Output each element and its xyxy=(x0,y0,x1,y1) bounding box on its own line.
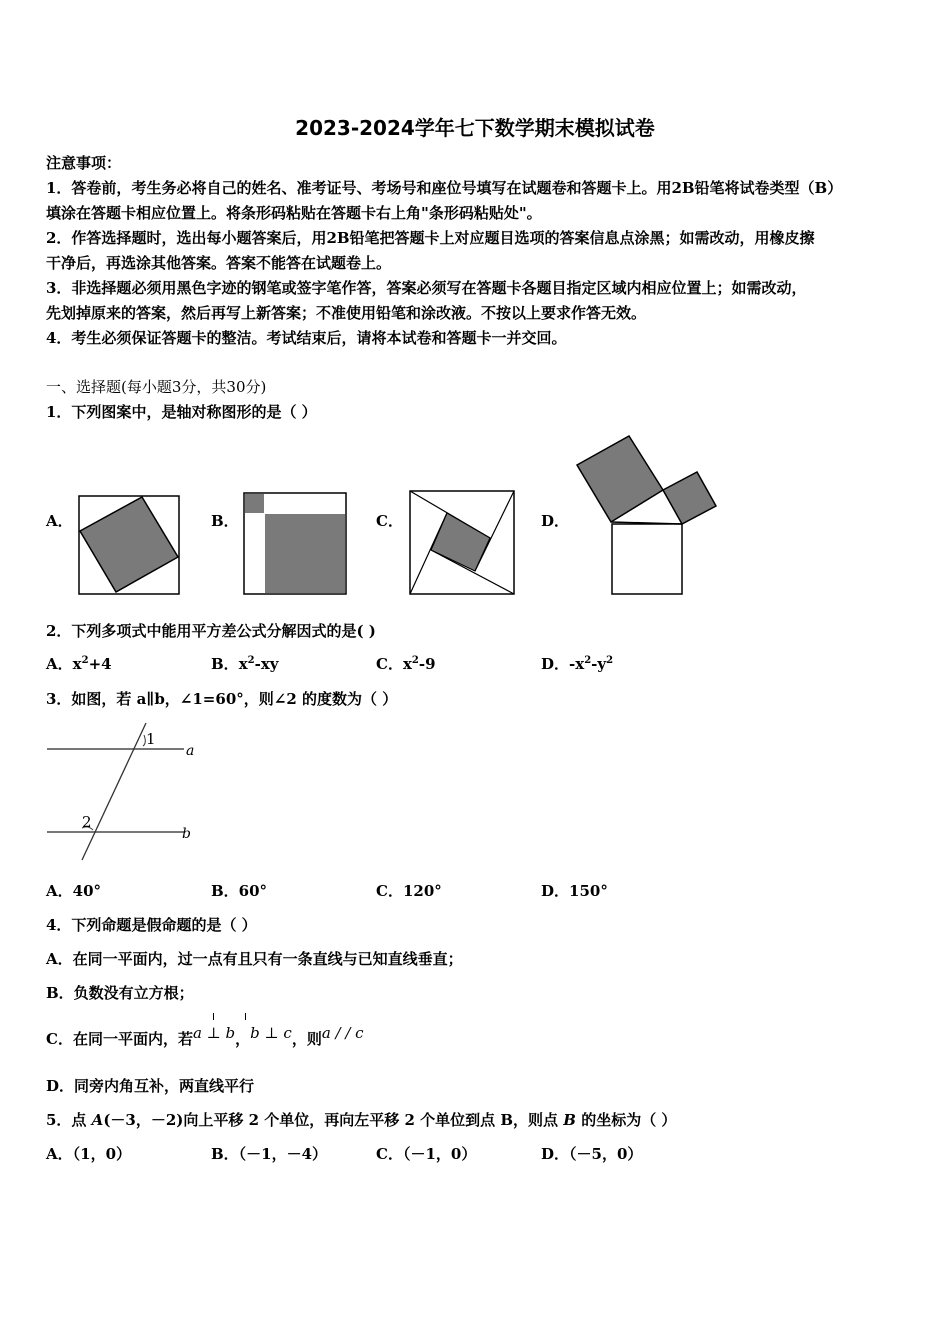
q4-option-b: B．负数没有立方根； xyxy=(46,984,194,1002)
q2-option-a-rest: +4 xyxy=(88,655,112,673)
q2-option-d-exponent-2: 2 xyxy=(606,655,614,666)
q2-option-c-label: C． xyxy=(376,655,403,673)
q2-option-d-label: D． xyxy=(541,655,570,673)
q3-option-a: A．40° xyxy=(46,882,102,900)
q2-option-d xyxy=(541,653,613,674)
q3-option-b: B．60° xyxy=(211,882,268,900)
notice-line: 先划掉原来的答案，然后再写上新答案；不准使用铅笔和涂改液。不按以上要求作答无效。 xyxy=(46,304,647,322)
q4-option-a: A．在同一平面内，过一点有且只有一条直线与已知直线垂直； xyxy=(46,950,463,968)
q2-option-b-base: x xyxy=(238,655,248,673)
q3-stem: 3．如图，若 a∥b，∠1=60°，则∠2 的度数为（ ） xyxy=(46,690,398,708)
q2-option-a xyxy=(46,653,112,674)
q4-option-c xyxy=(46,1024,364,1049)
q1-stem: 1．下列图案中，是轴对称图形的是（ ） xyxy=(46,403,317,421)
q4-option-c-prefix: C．在同一平面内，若 xyxy=(46,1030,193,1048)
vector-tick-mark xyxy=(245,1013,246,1020)
q2-option-d-rest: -y xyxy=(591,655,607,673)
notice-line: 1．答卷前，考生务必将自己的姓名、准考证号、考场号和座位号填写在试题卷和答题卡上。用2B铅笔将试卷类型（B） xyxy=(46,179,843,197)
q5-option-c: C．（－1，0） xyxy=(376,1145,477,1163)
page-title: 2023-2024学年七下数学期末模拟试卷 xyxy=(295,116,655,140)
q4-option-c-math-1: a ⊥ b xyxy=(192,1024,236,1042)
q2-option-b-exponent: 2 xyxy=(247,655,255,666)
q5-stem xyxy=(46,1109,676,1130)
q4-stem: 4．下列命题是假命题的是（ ） xyxy=(46,916,257,934)
q2-option-b-label: B． xyxy=(211,655,239,673)
q5-point-a: A xyxy=(91,1111,104,1129)
notice-line: 干净后，再选涂其他答案。答案不能答在试题卷上。 xyxy=(46,254,392,272)
angle-2-label: 2 xyxy=(82,813,92,831)
q2-option-c-exponent: 2 xyxy=(411,655,419,666)
q2-option-a-exponent: 2 xyxy=(81,655,89,666)
q2-option-c-base: x xyxy=(402,655,412,673)
q5-stem-part: (－3，－2)向上平移 2 个单位，再向左平移 2 个单位到点 B，则点 xyxy=(103,1111,564,1129)
q1-figure-c xyxy=(409,490,515,595)
notice-line: 3．非选择题必须用黑色字迹的钢笔或签字笔作答，答案必须写在答题卡各题目指定区域内相应位置上；如需改动， xyxy=(46,279,807,297)
q4-option-c-math-3: a / / c xyxy=(321,1024,364,1042)
q1-figure-b xyxy=(243,492,347,595)
q5-stem-part: 的坐标为（ ） xyxy=(575,1111,677,1129)
q2-option-c xyxy=(376,653,436,674)
line-b-label: b xyxy=(182,826,191,842)
angle-1-label: 1 xyxy=(146,730,156,748)
q2-option-c-rest: -9 xyxy=(418,655,436,673)
q5-point-b: B xyxy=(563,1111,576,1129)
q4-option-c-math-2: b ⊥ c xyxy=(250,1024,292,1042)
q2-option-a-base: x xyxy=(72,655,82,673)
q2-option-d-exponent: 2 xyxy=(584,655,592,666)
q5-option-b: B．（－1，－4） xyxy=(211,1145,328,1163)
q5-option-d: D．（－5，0） xyxy=(541,1145,643,1163)
transversal xyxy=(82,723,146,860)
q4-option-c-then: ，则 xyxy=(291,1030,322,1048)
notice-line: 2．作答选择题时，选出每小题答案后，用2B铅笔把答题卡上对应题目选项的答案信息点涂黑；如需改动，用橡皮擦 xyxy=(46,229,815,247)
q1-figure-d xyxy=(570,432,722,598)
notice-line: 4．考生必须保证答题卡的整洁。考试结束后，请将本试卷和答题卡一并交回。 xyxy=(46,329,567,347)
q2-option-b-rest: -xy xyxy=(254,655,279,673)
line-a-label: a xyxy=(186,743,195,759)
q4-option-d: D．同旁内角互补，两直线平行 xyxy=(46,1077,255,1095)
q1-figure-a xyxy=(78,495,180,595)
q2-option-a-label: A． xyxy=(46,655,73,673)
q3-option-c: C．120° xyxy=(376,882,442,900)
notice-heading: 注意事项： xyxy=(46,154,122,172)
vector-tick-mark xyxy=(213,1013,214,1020)
q4-option-c-separator: ， xyxy=(235,1030,251,1048)
q2-stem: 2．下列多项式中能用平方差公式分解因式的是( ) xyxy=(46,622,376,640)
q1-option-c-label: C． xyxy=(376,512,403,530)
q5-stem-part: 5．点 xyxy=(46,1111,92,1129)
q3-figure xyxy=(44,722,204,864)
q2-option-b xyxy=(211,653,279,674)
q1-option-a-label: A． xyxy=(46,512,73,530)
q1-option-b-label: B． xyxy=(211,512,239,530)
q1-option-d-label: D． xyxy=(541,512,570,530)
section-heading: 一、选择题(每小题3分，共30分) xyxy=(46,378,267,396)
notice-line: 填涂在答题卡相应位置上。将条形码粘贴在答题卡右上角"条形码粘贴处"。 xyxy=(46,204,542,222)
q5-option-a: A．（1，0） xyxy=(46,1145,132,1163)
q3-option-d: D．150° xyxy=(541,882,608,900)
q2-option-d-base: -x xyxy=(569,655,585,673)
